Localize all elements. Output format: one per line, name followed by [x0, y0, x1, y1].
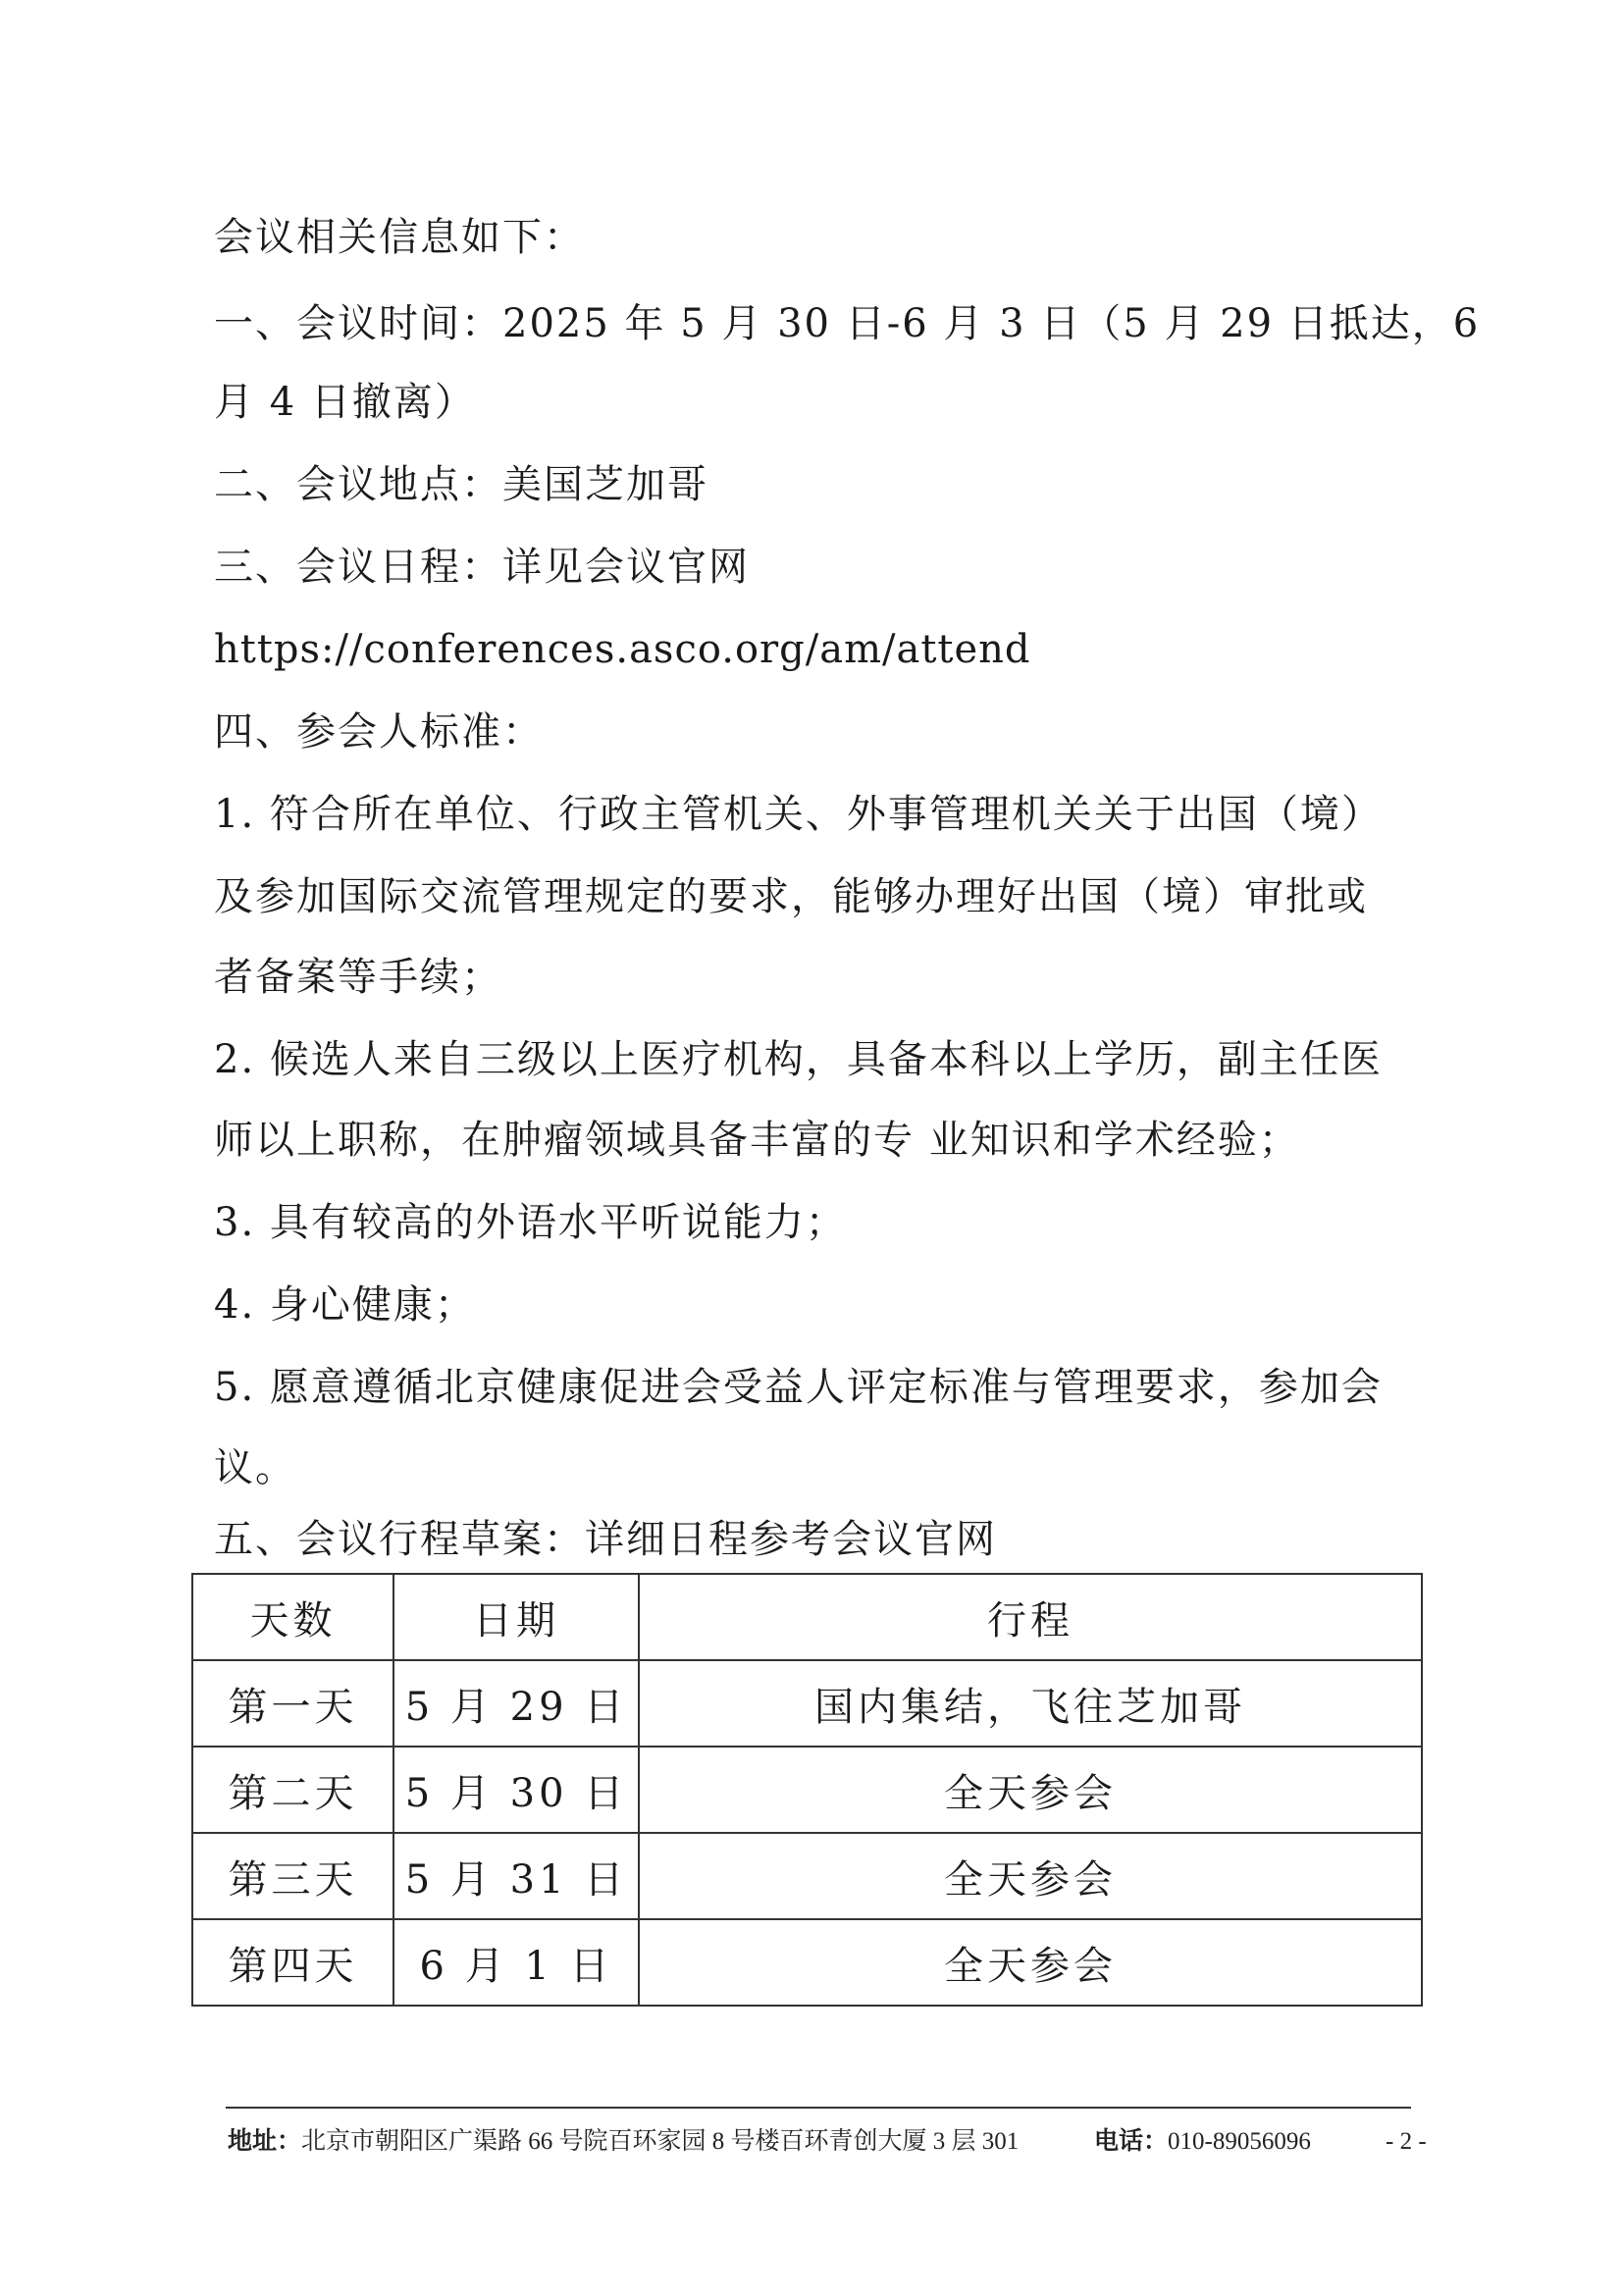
- itinerary-table: [191, 1573, 1423, 2007]
- criteria-2-line1: 2. 候选人来自三级以上医疗机构，具备本科以上学历，副主任医: [214, 1037, 1383, 1082]
- cell-date: 5 月 30 日: [393, 1747, 639, 1833]
- criteria-1-line2: 及参加国际交流管理规定的要求，能够办理好出国（境）审批或: [214, 874, 1368, 919]
- phone-text: 010-89056096: [1168, 2128, 1311, 2155]
- criteria-5-line2: 议。: [214, 1445, 296, 1490]
- footer-divider: [226, 2107, 1411, 2109]
- cell-day: 第四天: [192, 1919, 393, 2006]
- header-days: 天数: [192, 1574, 393, 1660]
- meeting-location: 二、会议地点：美国芝加哥: [214, 462, 708, 507]
- itinerary-title: 五、会议行程草案：详细日程参考会议官网: [214, 1517, 997, 1562]
- table-row: [192, 1833, 1422, 1919]
- criteria-title: 四、参会人标准：: [214, 709, 544, 755]
- header-date: 日期: [393, 1574, 639, 1660]
- cell-activity: 全天参会: [639, 1919, 1422, 2006]
- conference-url[interactable]: https://conferences.asco.org/am/attend: [214, 627, 1031, 672]
- criteria-3: 3. 具有较高的外语水平听说能力；: [214, 1200, 847, 1245]
- meeting-time-line1: 一、会议时间：2025 年 5 月 30 日-6 月 3 日（5 月 29 日抵达，6: [214, 301, 1481, 346]
- cell-date: 5 月 29 日: [393, 1660, 639, 1747]
- criteria-1-line3: 者备案等手续；: [214, 955, 502, 1000]
- criteria-5-line1: 5. 愿意遵循北京健康促进会受益人评定标准与管理要求，参加会: [214, 1365, 1383, 1410]
- criteria-2-line2: 师以上职称，在肿瘤领域具备丰富的专 业知识和学术经验；: [214, 1118, 1300, 1163]
- footer-address: [228, 2127, 1019, 2157]
- cell-date: 5 月 31 日: [393, 1833, 639, 1919]
- footer-phone: [1094, 2127, 1311, 2157]
- cell-day: 第一天: [192, 1660, 393, 1747]
- table-row: [192, 1660, 1422, 1747]
- cell-date: 6 月 1 日: [393, 1919, 639, 2006]
- criteria-4: 4. 身心健康；: [214, 1282, 476, 1328]
- table-row: [192, 1747, 1422, 1833]
- table-row: [192, 1919, 1422, 2006]
- cell-day: 第二天: [192, 1747, 393, 1833]
- cell-day: 第三天: [192, 1833, 393, 1919]
- address-label: 地址：: [228, 2128, 302, 2155]
- cell-activity: 全天参会: [639, 1833, 1422, 1919]
- cell-activity: 国内集结，飞往芝加哥: [639, 1660, 1422, 1747]
- intro-text: 会议相关信息如下：: [214, 215, 585, 260]
- meeting-schedule: 三、会议日程：详见会议官网: [214, 545, 750, 590]
- phone-label: 电话：: [1094, 2128, 1169, 2155]
- meeting-time-line2: 月 4 日撤离）: [214, 380, 476, 425]
- page-number: - 2 -: [1386, 2128, 1427, 2155]
- table-header-row: [192, 1574, 1422, 1660]
- address-text: 北京市朝阳区广渠路 66 号院百环家园 8 号楼百环青创大厦 3 层 301: [301, 2128, 1020, 2155]
- cell-activity: 全天参会: [639, 1747, 1422, 1833]
- header-schedule: 行程: [639, 1574, 1422, 1660]
- criteria-1-line1: 1. 符合所在单位、行政主管机关、外事管理机关关于出国（境）: [214, 792, 1383, 837]
